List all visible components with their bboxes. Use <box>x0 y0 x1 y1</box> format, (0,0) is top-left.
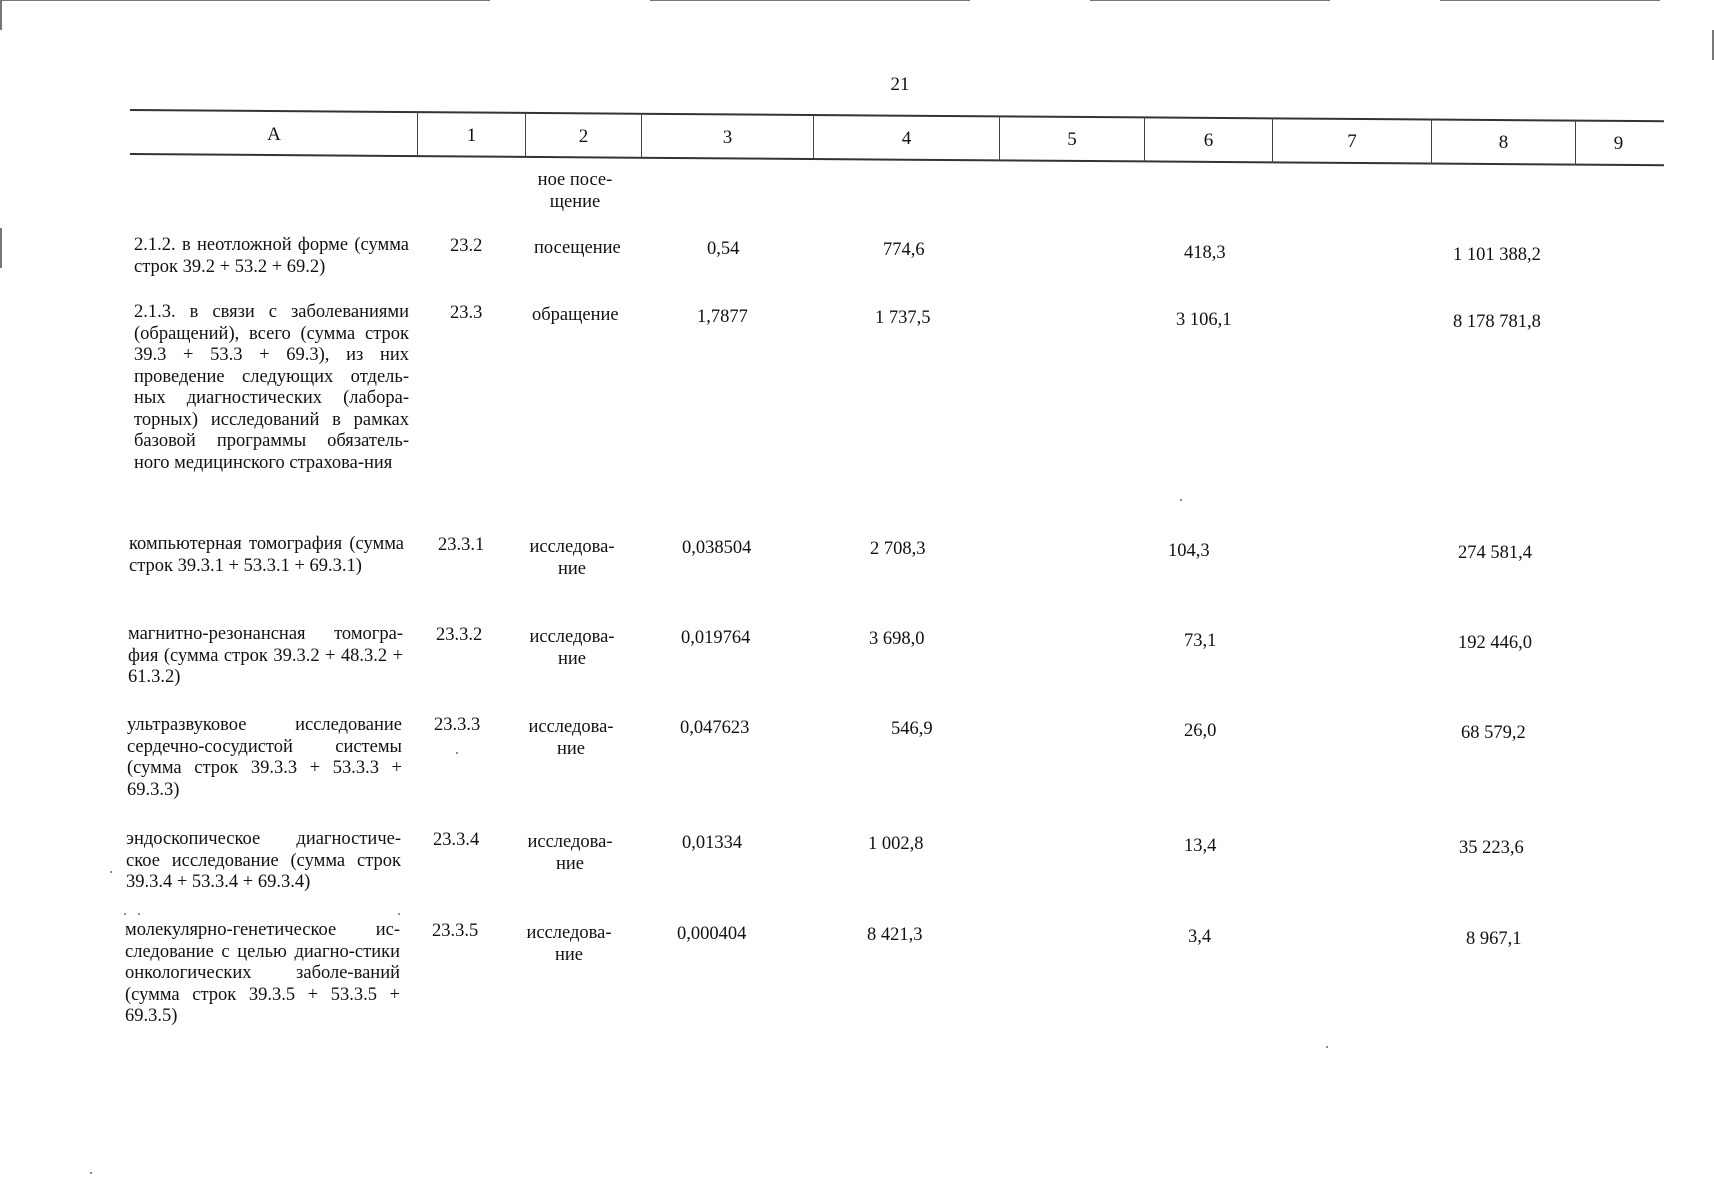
row-col4: 1 002,8 <box>868 834 924 854</box>
column-header-3: 3 <box>722 127 733 148</box>
row-col6: 418,3 <box>1184 243 1226 263</box>
row-label: магнитно-резонансная томогра-фия (сумма строк 39.3.2 + 48.3.2 + 61.3.2) <box>128 624 403 687</box>
row-col4: 8 421,3 <box>867 925 923 945</box>
row-label: компьютерная томография (сумма строк 39.3.1 + 53.3.1 + 69.3.1) <box>129 534 404 576</box>
row-code: 23.3.3 <box>434 715 481 735</box>
row-label: эндоскопическое диагностиче-ское исследование (сумма строк 39.3.4 + 53.3.4 + 69.3.4) <box>126 829 401 892</box>
row-unit: посещение <box>534 238 621 258</box>
column-header-2: 2 <box>578 126 589 147</box>
row-label: 2.1.3. в связи с заболеваниями (обращений), всего (сумма строк 39.3 + 53.3 + 69.3), из них проведение следующих отдель-ных диагностических (лабора-торных) исследований в рамках базовой программы обязатель-ного медицинского страхова-ния <box>134 302 409 473</box>
row-label: молекулярно-генетическое ис-следование с целью диагно-стики онкологических заболе-ваний (сумма строк 39.3.5 + 53.3.5 + 69.3.5) <box>125 920 400 1026</box>
row-col3: 0,019764 <box>681 628 751 648</box>
scan-edge-line <box>0 0 490 1</box>
scan-speck <box>110 871 112 873</box>
row-code: 23.2 <box>450 236 483 256</box>
row-col6: 26,0 <box>1184 721 1217 741</box>
scan-edge-line <box>1090 0 1330 1</box>
scan-edge-line <box>0 228 2 268</box>
row-col4: 2 708,3 <box>870 539 926 559</box>
row-unit: исследова- ние <box>527 832 613 874</box>
table-top-border <box>130 109 1664 122</box>
row-col3: 0,000404 <box>677 924 747 944</box>
row-unit: исследова- ние <box>529 537 615 579</box>
row-col8: 1 101 388,2 <box>1453 245 1541 265</box>
column-header-7: 7 <box>1347 131 1357 152</box>
continuation-cell: ное посе- щение <box>537 170 613 212</box>
column-header-5: 5 <box>1067 129 1077 150</box>
row-col8: 8 178 781,8 <box>1453 312 1541 332</box>
row-unit: обращение <box>532 305 619 325</box>
scan-speck <box>124 913 126 915</box>
scan-speck <box>90 1172 92 1174</box>
scan-speck <box>1180 499 1182 501</box>
row-code: 23.3.1 <box>438 535 485 555</box>
row-code: 23.3.5 <box>432 921 479 941</box>
scan-speck <box>138 913 140 915</box>
row-col8: 35 223,6 <box>1459 838 1524 858</box>
row-col8: 274 581,4 <box>1458 543 1532 563</box>
row-unit: исследова- ние <box>528 717 614 759</box>
row-col8: 8 967,1 <box>1466 929 1522 949</box>
column-header-a: A <box>267 124 281 145</box>
row-col6: 13,4 <box>1184 836 1217 856</box>
row-label: ультразвуковое исследование сердечно-сосудистой системы (сумма строк 39.3.3 + 53.3.3 + 69.3.3) <box>127 715 402 800</box>
header-bottom-border <box>130 153 1664 166</box>
row-col8: 68 579,2 <box>1461 723 1526 743</box>
row-col4: 774,6 <box>883 240 925 260</box>
row-unit: исследова- ние <box>529 627 615 669</box>
scan-edge-line <box>650 0 970 1</box>
scan-speck <box>398 913 400 915</box>
row-col6: 73,1 <box>1184 631 1217 651</box>
row-col3: 1,7877 <box>697 307 748 327</box>
row-col4: 546,9 <box>891 719 933 739</box>
column-header-8: 8 <box>1498 132 1509 153</box>
row-label: 2.1.2. в неотложной форме (сумма строк 39.2 + 53.2 + 69.2) <box>134 235 409 277</box>
row-col6: 104,3 <box>1168 541 1210 561</box>
row-col3: 0,047623 <box>680 718 750 738</box>
scan-edge-line <box>1440 0 1660 1</box>
row-col8: 192 446,0 <box>1458 633 1532 653</box>
page-number: 21 <box>890 74 910 95</box>
row-col3: 0,01334 <box>682 833 743 853</box>
row-code: 23.3.4 <box>433 830 480 850</box>
row-unit: исследова- ние <box>526 923 612 965</box>
column-header-6: 6 <box>1203 130 1214 151</box>
row-col6: 3,4 <box>1188 927 1212 947</box>
scan-speck <box>1326 1046 1328 1048</box>
column-header-4: 4 <box>901 128 912 149</box>
scan-edge-line <box>0 0 2 30</box>
row-col3: 0,038504 <box>682 538 752 558</box>
row-code: 23.3.2 <box>436 625 483 645</box>
column-header-1: 1 <box>466 125 477 146</box>
scan-speck <box>456 752 458 754</box>
row-code: 23.3 <box>450 303 483 323</box>
row-col6: 3 106,1 <box>1176 310 1232 330</box>
row-col3: 0,54 <box>707 239 740 259</box>
row-col4: 3 698,0 <box>869 629 925 649</box>
row-col4: 1 737,5 <box>875 308 931 328</box>
column-header-9: 9 <box>1613 133 1624 154</box>
